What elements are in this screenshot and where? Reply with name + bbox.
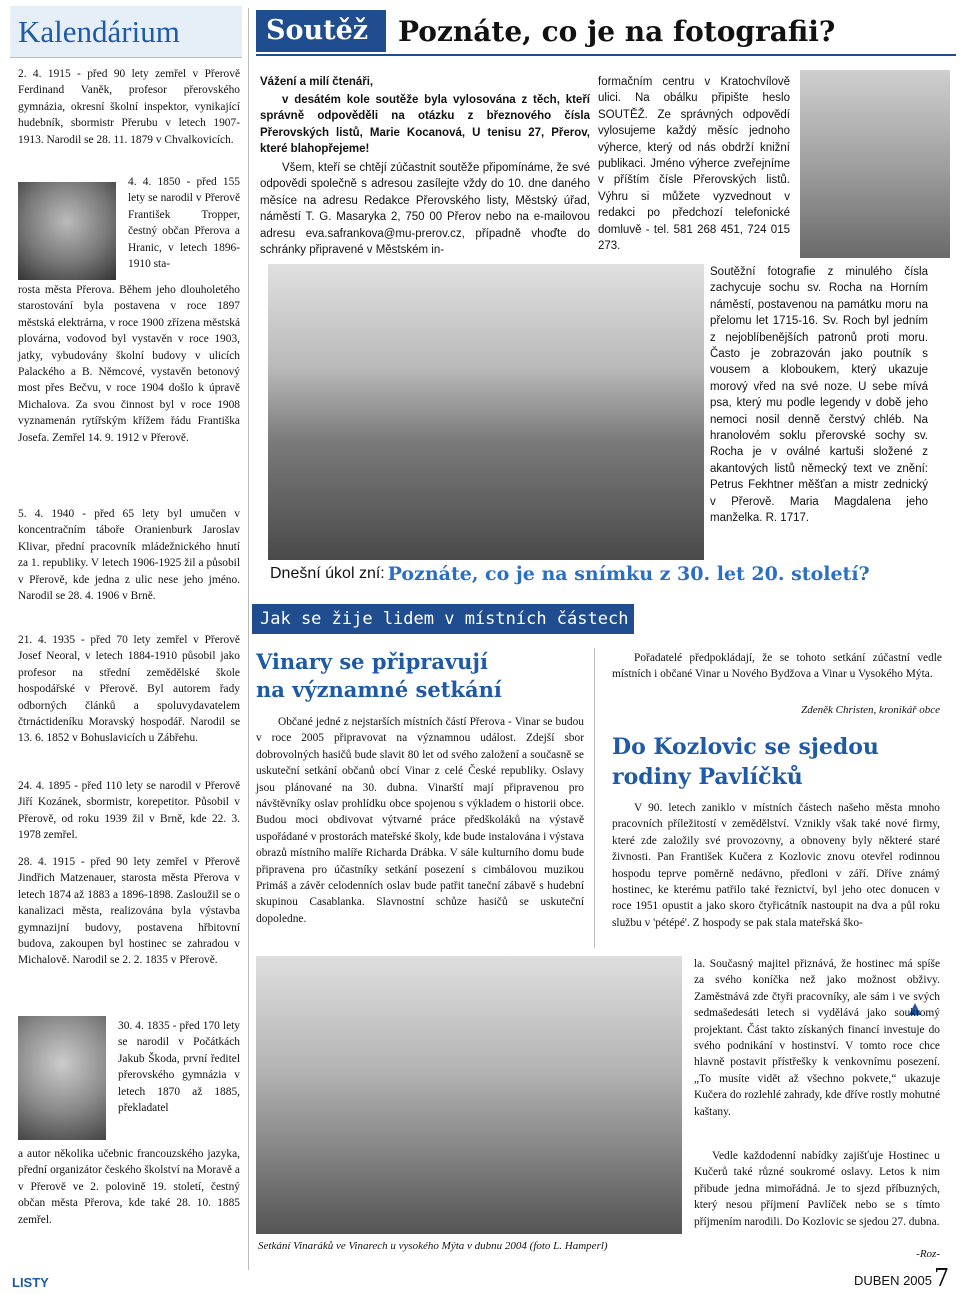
calendar-entry-5: 24. 4. 1895 - před 110 lety se narodil v Přerově Jiří Kozánek, sbormistr, korepetitor. Působil v Přerově, od roku 1939 žil v Brně, kde 22. 3. 1978 zemřel. (18, 780, 240, 842)
kozlovice-body-3: Vedle každodenní nabídky zajišťuje Hostinec u Kučerů také různé soukromé oslavy. Letos k nim přibude jedna mimořádná. Je to sjezd příbuzných, který nesou příjmení Pavlíček nebo se s tímto příjmením narodili. Do Kozlovic se sjedou 27. dubna. (694, 1150, 940, 1228)
task-question: Poznáte, co je na snímku z 30. let 20. století? (387, 563, 870, 586)
photo-vinary-meeting (256, 956, 682, 1234)
soutez-previous-answer: Soutěžní fotografie z minulého čísla zachycuje sochu sv. Rocha na Horním náměstí, postavenou na památku moru na přelomu let 1715-16. Sv. Roch byl jedním z nejoblíbenějších patronů proti moru. Často je zobrazován jako poutník s vousem a kloboukem, který ukazuje morový vřed na své noze. U sebe mívá psa, který mu podle legendy v době jeho nemoci nosil denně čerstvý chléb. Na hranolovém soklu přerovské sochy sv. Rocha je v oválné kartuši složené z akantových listů německý text ve znění: Petrus Fekhtner měšťan a mistr zednický v Přerově. Maria Magdalena jeho manželka. R. 1717. (710, 266, 928, 525)
column-divider (248, 8, 249, 1270)
kalendarium-title: Kalendárium (10, 6, 242, 58)
page-number: 7 (934, 1264, 950, 1292)
soutez-rules-cont: formačním centru v Kratochvílově ulici. Na obálku připište heslo SOUTĚŽ. Ze správných odpovědí vylosujeme každý měsíc jednoho výherce, který od nás obdrží knižní publikaci. Jméno výherce zveřejníme v příštím čísle Přerovských listů. Výhru si můžete vyzvednout v redakci po předchozí telefonické domluvě - tel. 581 268 451, 724 015 273. (598, 76, 790, 253)
calendar-entry-1: 2. 4. 1915 - před 90 lety zemřel v Přerově Ferdinand Vaněk, profesor přerovského gymnázia, okresní školní inspektor, vynikající hudebník, sbormistr Přerubu v letech 1907-1913. Narodil se 28. 11. 1879 v Chvalkovicích. (18, 68, 240, 146)
vinary-photo-caption: Setkání Vinaráků ve Vinarech u vysokého Mýta v dubnu 2004 (foto L. Hamperl) (258, 1240, 608, 1252)
vinary-title-2: na významné setkání (256, 677, 502, 702)
kozlovice-signature: -Roz- (916, 1248, 940, 1260)
kozlovice-title-1: Do Kozlovic se sjedou (612, 734, 879, 760)
vinary-body: Občané jedné z nejstarších místních částí Přerova - Vinar se budou v roce 2005 připravovat na významnou událost. Zdejší sbor dobrovolných hasičů bude slavit 80 let od svého založení a současně se uskuteční setkání občanů obcí Vinar z celé České republiky. Oslavy jsou plánované na 30. dubna. Vinarští mají připravenou pro návštěvníky oslav prohlídku obce spojenou s výkladem o historii obce. Budou moci obdivovat výtvarné práce předškoláků na výstavě uspořádané v prostorách mateřské školy, kde bude instalována i výstava obrazů místního malíře Richarda Drábka. V sále kulturního domu bude připravena pro účastníky setkání posezení s cimbálovou muzikou Primáš a závěr celodenních oslav bude patřit taneční zábavě s hudební skupinou Casablanka. Slavnostní schůze hasičů se uskuteční dopoledne. (256, 716, 584, 925)
vinary-right: Pořadatelé předpokládají, že se tohoto setkání zúčastní vedle místních i občané Vinar u Nového Bydžova a Vinar u Vysokého Mýta. (612, 652, 942, 681)
task-label: Dnešní úkol zní: (270, 565, 385, 583)
calendar-entry-4: 21. 4. 1935 - před 70 lety zemřel v Přerově Josef Neoral, v letech 1884-1910 působil jako profesor na střední zemědělské škole hospodářské v Přerově. Byl autorem řady odborných článků a spoluvydavatelem čtrnáctideníku Moravský hospodář. Narodil se 13. 6. 1852 v Bohuslavicích u Zábřehu. (18, 634, 240, 745)
calendar-entry-7-body: a autor několika učebnic francouzského jazyka, přední organizátor českého školství na Moravě a v Přerově ve 2. polovině 19. století, čestný občan města Přerova, kde také 28. 10. 1885 zemřel. (18, 1148, 240, 1226)
calendar-entry-2-head: 4. 4. 1850 - před 155 lety se narodil v Přerově František Tropper, čestný občan Přerova a Hranic, v letech 1896-1910 sta- (128, 176, 240, 271)
kozlovice-title-2: rodiny Pavlíčků (612, 764, 803, 790)
footer-date: DUBEN 2005 (853, 1273, 932, 1288)
soutez-title: Poznáte, co je na fotografii? (398, 15, 836, 48)
kozlovice-body-1: V 90. letech zaniklo v místních částech našeho města mnoho pracovních příležitostí v zemědělství. Vznikly však také nové firmy, které zde založily své provozovny, a obnoveny byly některé staré živnosti. Pan František Kučera z Kozlovic znovu otevřel rodinnou hospodu teprve poměrně nedávno, předloni v září. Dříve známý hostinec, ke kterému patřilo také řeznictví, byl jeho otec donucen v roce 1951 opustit a jako skoro čtyřicátník nastoupit na dva a půl roku službu v 'pétépé'. Z hospody se pak stala mateřská ško- (612, 802, 940, 929)
portrait-skoda (18, 1016, 106, 1140)
soutez-greeting: Vážení a milí čtenáři, (260, 76, 374, 88)
calendar-entry-3: 5. 4. 1940 - před 65 lety byl umučen v koncentračním táboře Oranienburk Jaroslav Klivar, přední pracovník mládežnického hnutí za 1. republiky. V letech 1906-1925 žil a působil v Přerově, kde jedna z ulic nese jeho jméno. Narodil se 28. 4. 1906 v Brně. (18, 508, 240, 603)
vinary-title-1: Vinary se připravují (256, 649, 488, 674)
calendar-entry-7-head: 30. 4. 1835 - před 170 lety se narodil v Počátkách Jakub Škoda, první ředitel přerovského gymnázia v letech 1870 až 1885, překladatel (118, 1020, 240, 1115)
portrait-tropper (18, 182, 116, 280)
section-bar: Jak se žije lidem v místních částech (252, 604, 634, 634)
footer-logo: LISTY (12, 1275, 49, 1290)
soutez-task (270, 563, 960, 594)
column-divider-2 (594, 648, 595, 948)
photo-statue-roch (800, 70, 950, 258)
calendar-entry-6: 28. 4. 1915 - před 90 lety zemřel v Přerově Jindřich Matzenauer, starosta města Přerova v letech 1874 až 1883 a 1896-1898. Zasloužil se o kanalizaci města, realizována byla výstavba gymnazijní budovy, postavena hřbitovní budova, zakoupen byl hostinec se zahradou v Michalově. Narodil se 2. 2. 1835 v Přerově. (18, 856, 240, 967)
soutez-rules: Všem, kteří se chtějí zúčastnit soutěže připomínáme, že své odpovědi společně s adresou zasílejte vždy do 10. dne daného měsíce na adresu Redakce Přerovského listy, Městský úřad, náměstí T. G. Masaryka 2, 750 00 Přerov nebo na e-mailovou adresu eva.safrankova@mu-prerov.cz, případně vhoďte do schránky připravené v Městském in- (260, 162, 590, 257)
vinary-signature: Zdeněk Christen, kronikář obce (801, 704, 940, 716)
header-rule (256, 54, 956, 56)
kozlovice-body-2: la. Současný majitel přiznává, že hostinec má spíše za svého koníčka než jako možnost obživy. Zaměstnává zde čtyři pracovníky, ale sám i ve svých sedmašedesáti letech si vydělává jako soukromý projektant. Část takto získaných financí investuje do svého podnikání v hostinství. V tomto roce chce hlavně postavit přístřešky k venkovnímu posezení. „To musíte vidět až všechno pokvete,“ ukazuje Kučera do rozlehlé zahrady, kde dříve rostly mohutné kaštany. (694, 958, 940, 1118)
calendar-entry-2-body: rosta města Přerova. Během jeho dlouholetého starostování byla postavena v roce 1897 městská elektrárna, v roce 1900 zřízena městská plovárna, vodovod byl vystavěn v roce 1903, jatky, vybudovány školní budovy v ulicích Palackého a B. Němcové, vystavěn betonový most přes Bečvu, v roce 1904 došlo k úpravě Michalova. Za svou činnost byl v roce 1908 vyznamenán rytířským křížem řádu Františka Josefa. Zemřel 14. 9. 1912 v Přerově. (18, 284, 240, 444)
soutez-winner: v desátém kole soutěže byla vylosována z těch, kteří správně odpověděli na otázku z březnového čísla Přerovských listů, Marie Kocanová, U tenisu 27, Přerov, které blahopřejeme! (260, 94, 590, 156)
photo-historic-swimming-pool (268, 264, 704, 560)
soutez-label: Soutěž (256, 10, 386, 52)
